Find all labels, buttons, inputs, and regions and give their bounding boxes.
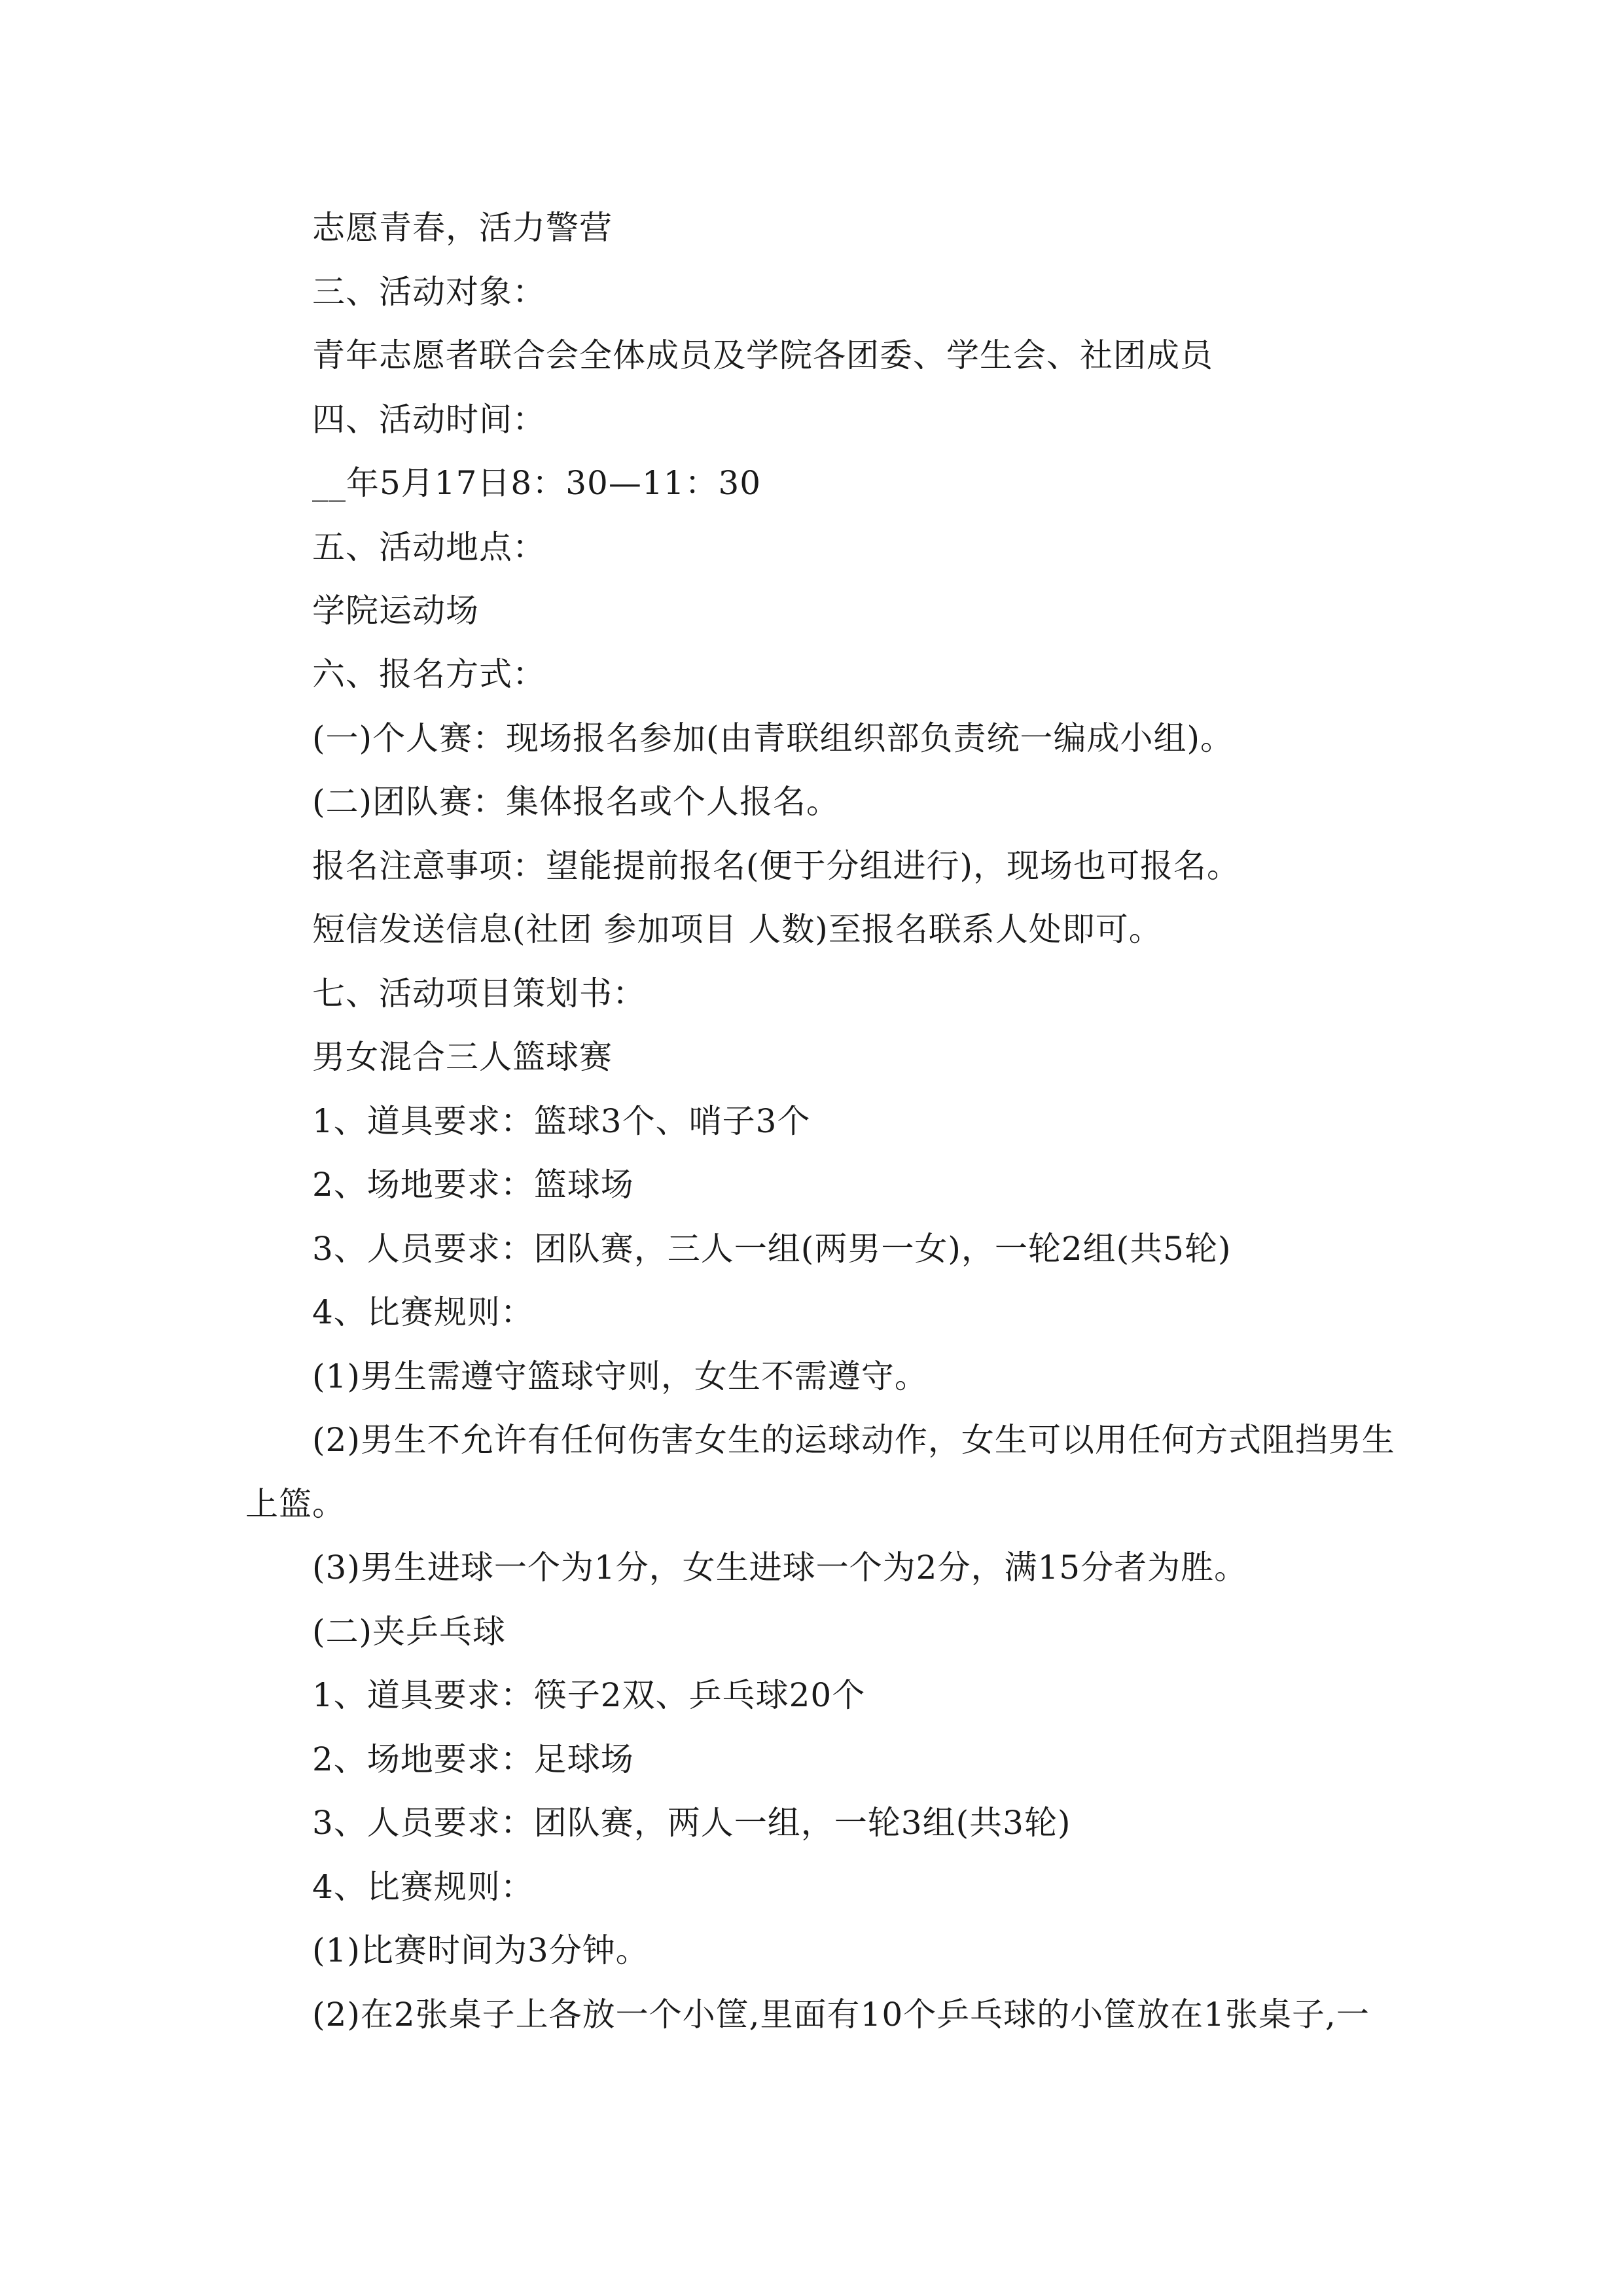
participants-text: 青年志愿者联合会全体成员及学院各团委、学生会、社团成员 <box>312 336 1213 374</box>
time-text: __年5月17日8：30—11：30 <box>312 464 762 502</box>
basketball-equipment: 1、道具要求：篮球3个、哨子3个 <box>312 1102 811 1140</box>
basketball-rule-2-continued: 上篮。 <box>245 1485 346 1523</box>
pingpong-rule-1: (1)比赛时间为3分钟。 <box>312 1931 649 1969</box>
pingpong-venue: 2、场地要求：足球场 <box>312 1740 634 1778</box>
basketball-personnel: 3、人员要求：团队赛，三人一组(两男一女)，一轮2组(共5轮) <box>312 1230 1232 1268</box>
location-text: 学院运动场 <box>312 592 479 630</box>
registration-notes: 报名注意事项：望能提前报名(便于分组进行)，现场也可报名。 <box>312 847 1241 885</box>
slogan-line: 志愿青春，活力警营 <box>312 209 613 247</box>
basketball-rule-1: (1)男生需遵守篮球守则，女生不需遵守。 <box>312 1357 928 1395</box>
pingpong-rules-heading: 4、比赛规则： <box>312 1868 534 1906</box>
project-title-basketball: 男女混合三人篮球赛 <box>312 1038 613 1076</box>
section-heading-time: 四、活动时间： <box>312 401 546 439</box>
section-heading-location: 五、活动地点： <box>312 528 546 566</box>
project-title-pingpong: (二)夹乒乓球 <box>312 1613 507 1651</box>
registration-individual: (一)个人赛：现场报名参加(由青联组织部负责统一编成小组)。 <box>312 719 1234 757</box>
basketball-rule-2: (2)男生不允许有任何伤害女生的运球动作，女生可以用任何方式阻挡男生 <box>312 1421 1395 1459</box>
section-heading-projects: 七、活动项目策划书： <box>312 975 646 1013</box>
section-heading-participants: 三、活动对象： <box>312 273 546 311</box>
registration-team: (二)团队赛：集体报名或个人报名。 <box>312 783 840 821</box>
registration-sms: 短信发送信息(社团 参加项目 人数)至报名联系人处即可。 <box>312 910 1162 948</box>
basketball-rules-heading: 4、比赛规则： <box>312 1293 534 1331</box>
basketball-rule-3: (3)男生进球一个为1分，女生进球一个为2分，满15分者为胜。 <box>312 1549 1248 1587</box>
basketball-venue: 2、场地要求：篮球场 <box>312 1166 634 1204</box>
section-heading-registration: 六、报名方式： <box>312 655 546 693</box>
pingpong-equipment: 1、道具要求：筷子2双、乒乓球20个 <box>312 1676 866 1714</box>
pingpong-rule-2: (2)在2张桌子上各放一个小筐,里面有10个乒乓球的小筐放在1张桌子,一 <box>312 1996 1370 2034</box>
pingpong-personnel: 3、人员要求：团队赛，两人一组，一轮3组(共3轮) <box>312 1804 1071 1842</box>
